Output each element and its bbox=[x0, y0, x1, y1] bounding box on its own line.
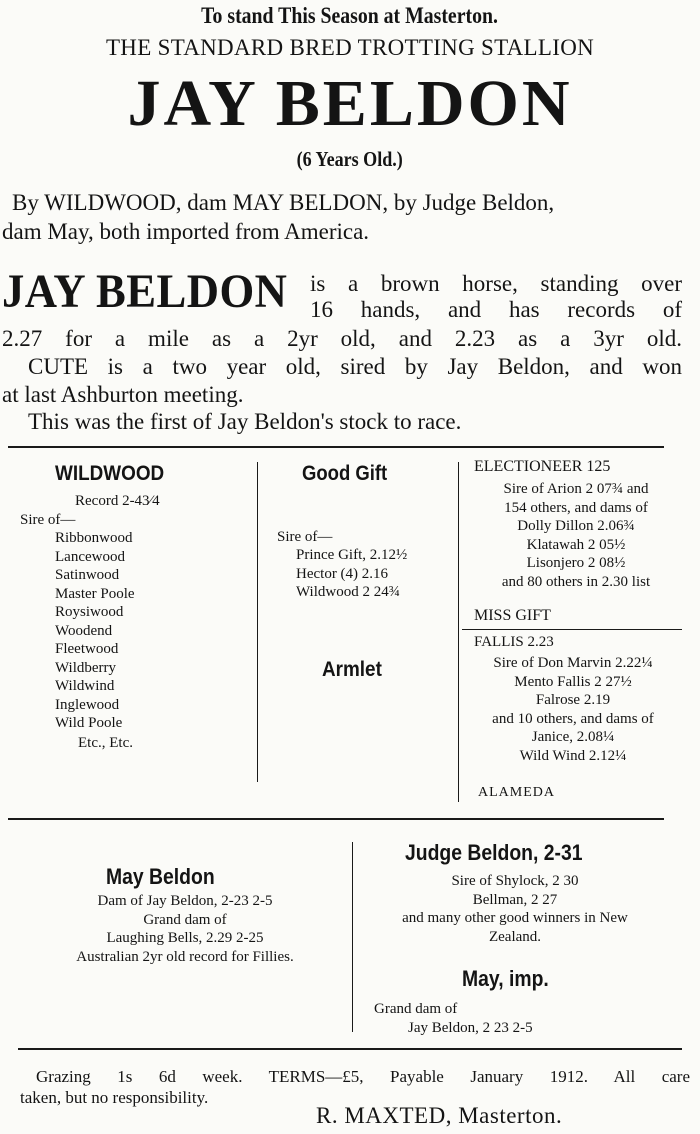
column-divider-2 bbox=[458, 462, 459, 802]
may-beldon-name: May Beldon bbox=[106, 864, 215, 889]
list-item: Inglewood bbox=[55, 696, 120, 713]
list-item: Prince Gift, 2.12½ bbox=[296, 547, 408, 563]
list-item: Bellman, 2 27 bbox=[472, 891, 558, 908]
electioneer-name: ELECTIONEER 125 bbox=[474, 458, 611, 475]
judge-beldon-details bbox=[360, 872, 670, 946]
divider-bottom bbox=[18, 1048, 682, 1050]
judge-beldon-name: Judge Beldon, 2-31 bbox=[405, 840, 583, 865]
good-gift-offspring-list bbox=[296, 546, 407, 602]
list-item: Woodend bbox=[55, 622, 113, 639]
list-item: Hector (4) 2.16 bbox=[296, 565, 389, 582]
good-gift-name: Good Gift bbox=[302, 462, 388, 485]
wildwood-record: Record 2-43⁄4 bbox=[75, 493, 160, 509]
may-imp-name: May, imp. bbox=[462, 966, 549, 991]
list-item: Ribbonwood bbox=[55, 530, 133, 546]
list-item: Grand dam of bbox=[143, 911, 227, 928]
list-item: Dam of Jay Beldon, 2-23 2-5 bbox=[97, 893, 273, 909]
list-item: Lisonjero 2 08½ bbox=[526, 555, 626, 571]
footer-terms-line-1: Grazing 1s 6d week. TERMS—£5, Payable January 1912. All care bbox=[36, 1067, 690, 1086]
horse-age: (6 Years Old.) bbox=[296, 147, 404, 171]
list-item: and many other good winners in New bbox=[402, 910, 628, 926]
list-item: Fleetwood bbox=[55, 641, 119, 657]
description-line-2: 16 hands, and has records of bbox=[310, 297, 682, 322]
description-line-4: CUTE is a two year old, sired by Jay Beldon, and won bbox=[28, 354, 682, 379]
list-item: Wildberry bbox=[55, 659, 117, 676]
column-divider-3 bbox=[352, 842, 353, 1032]
list-item: Janice, 2.08¼ bbox=[531, 729, 615, 745]
breeding-line-1: By WILDWOOD, dam MAY BELDON, by Judge Beldon, bbox=[12, 190, 555, 215]
may-imp-details bbox=[374, 1000, 533, 1037]
list-item: Wild Wind 2.12¼ bbox=[519, 747, 627, 764]
miss-gift-name: MISS GIFT bbox=[474, 607, 551, 624]
list-item: Grand dam of bbox=[374, 1001, 458, 1017]
good-gift-sire-of: Sire of— bbox=[277, 529, 333, 545]
divider-top bbox=[8, 446, 664, 448]
list-item: Klatawah 2 05½ bbox=[526, 536, 626, 553]
breeding-line-2: dam May, both imported from America. bbox=[2, 219, 370, 244]
wildwood-etc: Etc., Etc. bbox=[78, 735, 133, 751]
list-item: Satinwood bbox=[55, 567, 120, 583]
list-item: Roysiwood bbox=[55, 604, 124, 620]
description-line-5: at last Ashburton meeting. bbox=[2, 382, 244, 407]
description-horse-name: JAY BELDON bbox=[2, 265, 288, 318]
list-item: Laughing Bells, 2.29 2-25 bbox=[106, 930, 264, 946]
list-item: and 10 others, and dams of bbox=[492, 710, 654, 727]
column-divider-1 bbox=[257, 462, 258, 782]
season-heading: To stand This Season at Masterton. bbox=[201, 3, 499, 28]
horse-name-title: JAY BELDON bbox=[127, 67, 573, 140]
list-item: Wild Poole bbox=[55, 715, 123, 731]
fallis-name: FALLIS 2.23 bbox=[474, 634, 554, 650]
list-item: Falrose 2.19 bbox=[535, 692, 611, 708]
list-item: Jay Beldon, 2 23 2-5 bbox=[408, 1019, 533, 1036]
advertiser-signature: R. MAXTED, Masterton. bbox=[316, 1103, 563, 1128]
armlet-name: Armlet bbox=[322, 658, 382, 681]
wildwood-name: WILDWOOD bbox=[55, 462, 165, 485]
description-line-3: 2.27 for a mile as a 2yr old, and 2.23 as a 3yr old. bbox=[2, 326, 682, 351]
list-item: 154 others, and dams of bbox=[504, 499, 648, 516]
stallion-subheading: THE STANDARD BRED TROTTING STALLION bbox=[105, 35, 595, 60]
list-item: Sire of Arion 2 07¾ and bbox=[503, 481, 649, 497]
list-item: Mento Fallis 2 27½ bbox=[514, 673, 632, 690]
list-item: Wildwood 2 24¾ bbox=[296, 584, 400, 600]
list-item: Sire of Don Marvin 2.22¼ bbox=[493, 655, 653, 671]
description-line-6: This was the first of Jay Beldon's stock to race. bbox=[28, 409, 462, 434]
alameda-name: ALAMEDA bbox=[478, 785, 555, 800]
fallis-details bbox=[464, 654, 682, 765]
divider-middle bbox=[8, 818, 664, 820]
list-item: Dolly Dillon 2.06¾ bbox=[517, 518, 635, 534]
list-item: Australian 2yr old record for Fillies. bbox=[76, 948, 294, 965]
list-item: Lancewood bbox=[55, 548, 125, 565]
wildwood-sire-of: Sire of— bbox=[20, 512, 76, 528]
miss-gift-divider bbox=[462, 629, 682, 630]
list-item: Sire of Shylock, 2 30 bbox=[451, 873, 579, 889]
footer-terms-line-2: taken, but no responsibility. bbox=[20, 1088, 209, 1107]
list-item: Wildwind bbox=[55, 678, 115, 694]
electioneer-details bbox=[470, 480, 682, 591]
description-line-1: is a brown horse, standing over bbox=[310, 271, 682, 296]
list-item: and 80 others in 2.30 list bbox=[501, 573, 651, 590]
wildwood-offspring-list bbox=[55, 529, 135, 733]
may-beldon-details bbox=[20, 892, 350, 966]
list-item: Master Poole bbox=[55, 585, 135, 602]
list-item: Zealand. bbox=[488, 928, 542, 945]
